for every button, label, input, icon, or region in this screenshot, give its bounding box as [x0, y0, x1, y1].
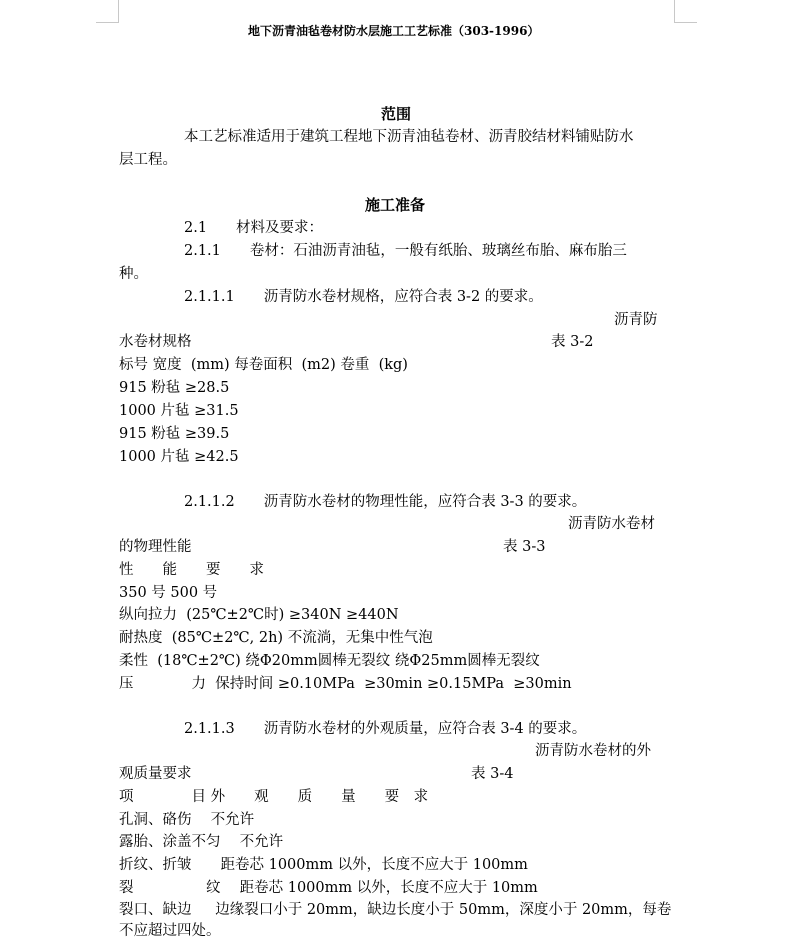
table-3-3-row: 350 号 500 号	[119, 585, 218, 601]
table-3-3-number: 表 3-3	[503, 539, 546, 555]
table-3-2-caption-a: 沥青防	[614, 312, 658, 328]
table-3-4-row: 裂口、缺边 边缘裂口小于 20mm，缺边长度小于 50mm，深度小于 20mm，每卷	[119, 902, 672, 918]
table-3-4-row: 不应超过四处。	[119, 923, 221, 939]
scope-paragraph-line1: 本工艺标准适用于建筑工程地下沥青油毡卷材、沥青胶结材料铺贴防水	[184, 129, 634, 145]
table-3-3-caption-b: 的物理性能	[119, 539, 192, 555]
section-title-prep: 施工准备	[365, 196, 426, 214]
clause-2-1-1-1: 2.1.1.1 沥青防水卷材规格，应符合表 3-2 的要求。	[184, 289, 543, 305]
clause-2-1-1-3: 2.1.1.3 沥青防水卷材的外观质量，应符合表 3-4 的要求。	[184, 721, 587, 737]
table-3-4-header: 项 目 外 观 质 量 要 求	[119, 789, 429, 805]
scope-paragraph-line2: 层工程。	[119, 152, 177, 168]
table-3-3-row: 耐热度 (85℃±2℃, 2h) 不流淌，无集中性气泡	[119, 630, 433, 646]
clause-2-1-1-2: 2.1.1.2 沥青防水卷材的物理性能，应符合表 3-3 的要求。	[184, 494, 587, 510]
table-3-4-caption-a: 沥青防水卷材的外	[535, 743, 651, 759]
page-header: 地下沥青油毡卷材防水层施工工艺标准（303-1996）	[248, 24, 540, 38]
table-3-4-row: 露胎、涂盖不匀 不允许	[119, 834, 284, 850]
table-3-2-number: 表 3-2	[551, 334, 594, 350]
table-3-2-row: 915 粉毡 ≥39.5	[119, 426, 230, 442]
table-3-2-row: 1000 片毡 ≥31.5	[119, 403, 239, 419]
table-3-4-row: 折纹、折皱 距卷芯 1000mm 以外，长度不应大于 100mm	[119, 857, 528, 873]
table-3-4-caption-b: 观质量要求	[119, 766, 192, 782]
table-3-3-row: 纵向拉力 (25℃±2℃时) ≥340N ≥440N	[119, 607, 399, 623]
table-3-2-header: 标号 宽度 (mm) 每卷面积 (m2) 卷重 (kg)	[119, 357, 408, 373]
table-3-2-row: 1000 片毡 ≥42.5	[119, 449, 239, 465]
crop-mark-top-left	[96, 0, 119, 23]
crop-mark-top-right	[674, 0, 697, 23]
table-3-3-row: 压 力 保持时间 ≥0.10MPa ≥30min ≥0.15MPa ≥30min	[119, 676, 572, 692]
table-3-4-row: 孔洞、硌伤 不允许	[119, 812, 255, 828]
table-3-3-header: 性 能 要 求	[119, 562, 264, 578]
clause-2-1-1: 2.1.1 卷材：石油沥青油毡，一般有纸胎、玻璃丝布胎、麻布胎三	[184, 243, 627, 259]
section-title-scope: 范围	[381, 105, 412, 123]
table-3-3-row: 柔性 (18℃±2℃) 绕Φ20mm圆棒无裂纹 绕Φ25mm圆棒无裂纹	[119, 653, 540, 669]
clause-2-1-1-cont: 种。	[119, 266, 148, 282]
table-3-2-row: 915 粉毡 ≥28.5	[119, 380, 230, 396]
clause-2-1: 2.1 材料及要求：	[184, 220, 324, 236]
table-3-3-caption-a: 沥青防水卷材	[568, 516, 655, 532]
table-3-2-caption-b: 水卷材规格	[119, 334, 192, 350]
table-3-4-row: 裂 纹 距卷芯 1000mm 以外，长度不应大于 10mm	[119, 880, 538, 896]
table-3-4-number: 表 3-4	[471, 766, 514, 782]
